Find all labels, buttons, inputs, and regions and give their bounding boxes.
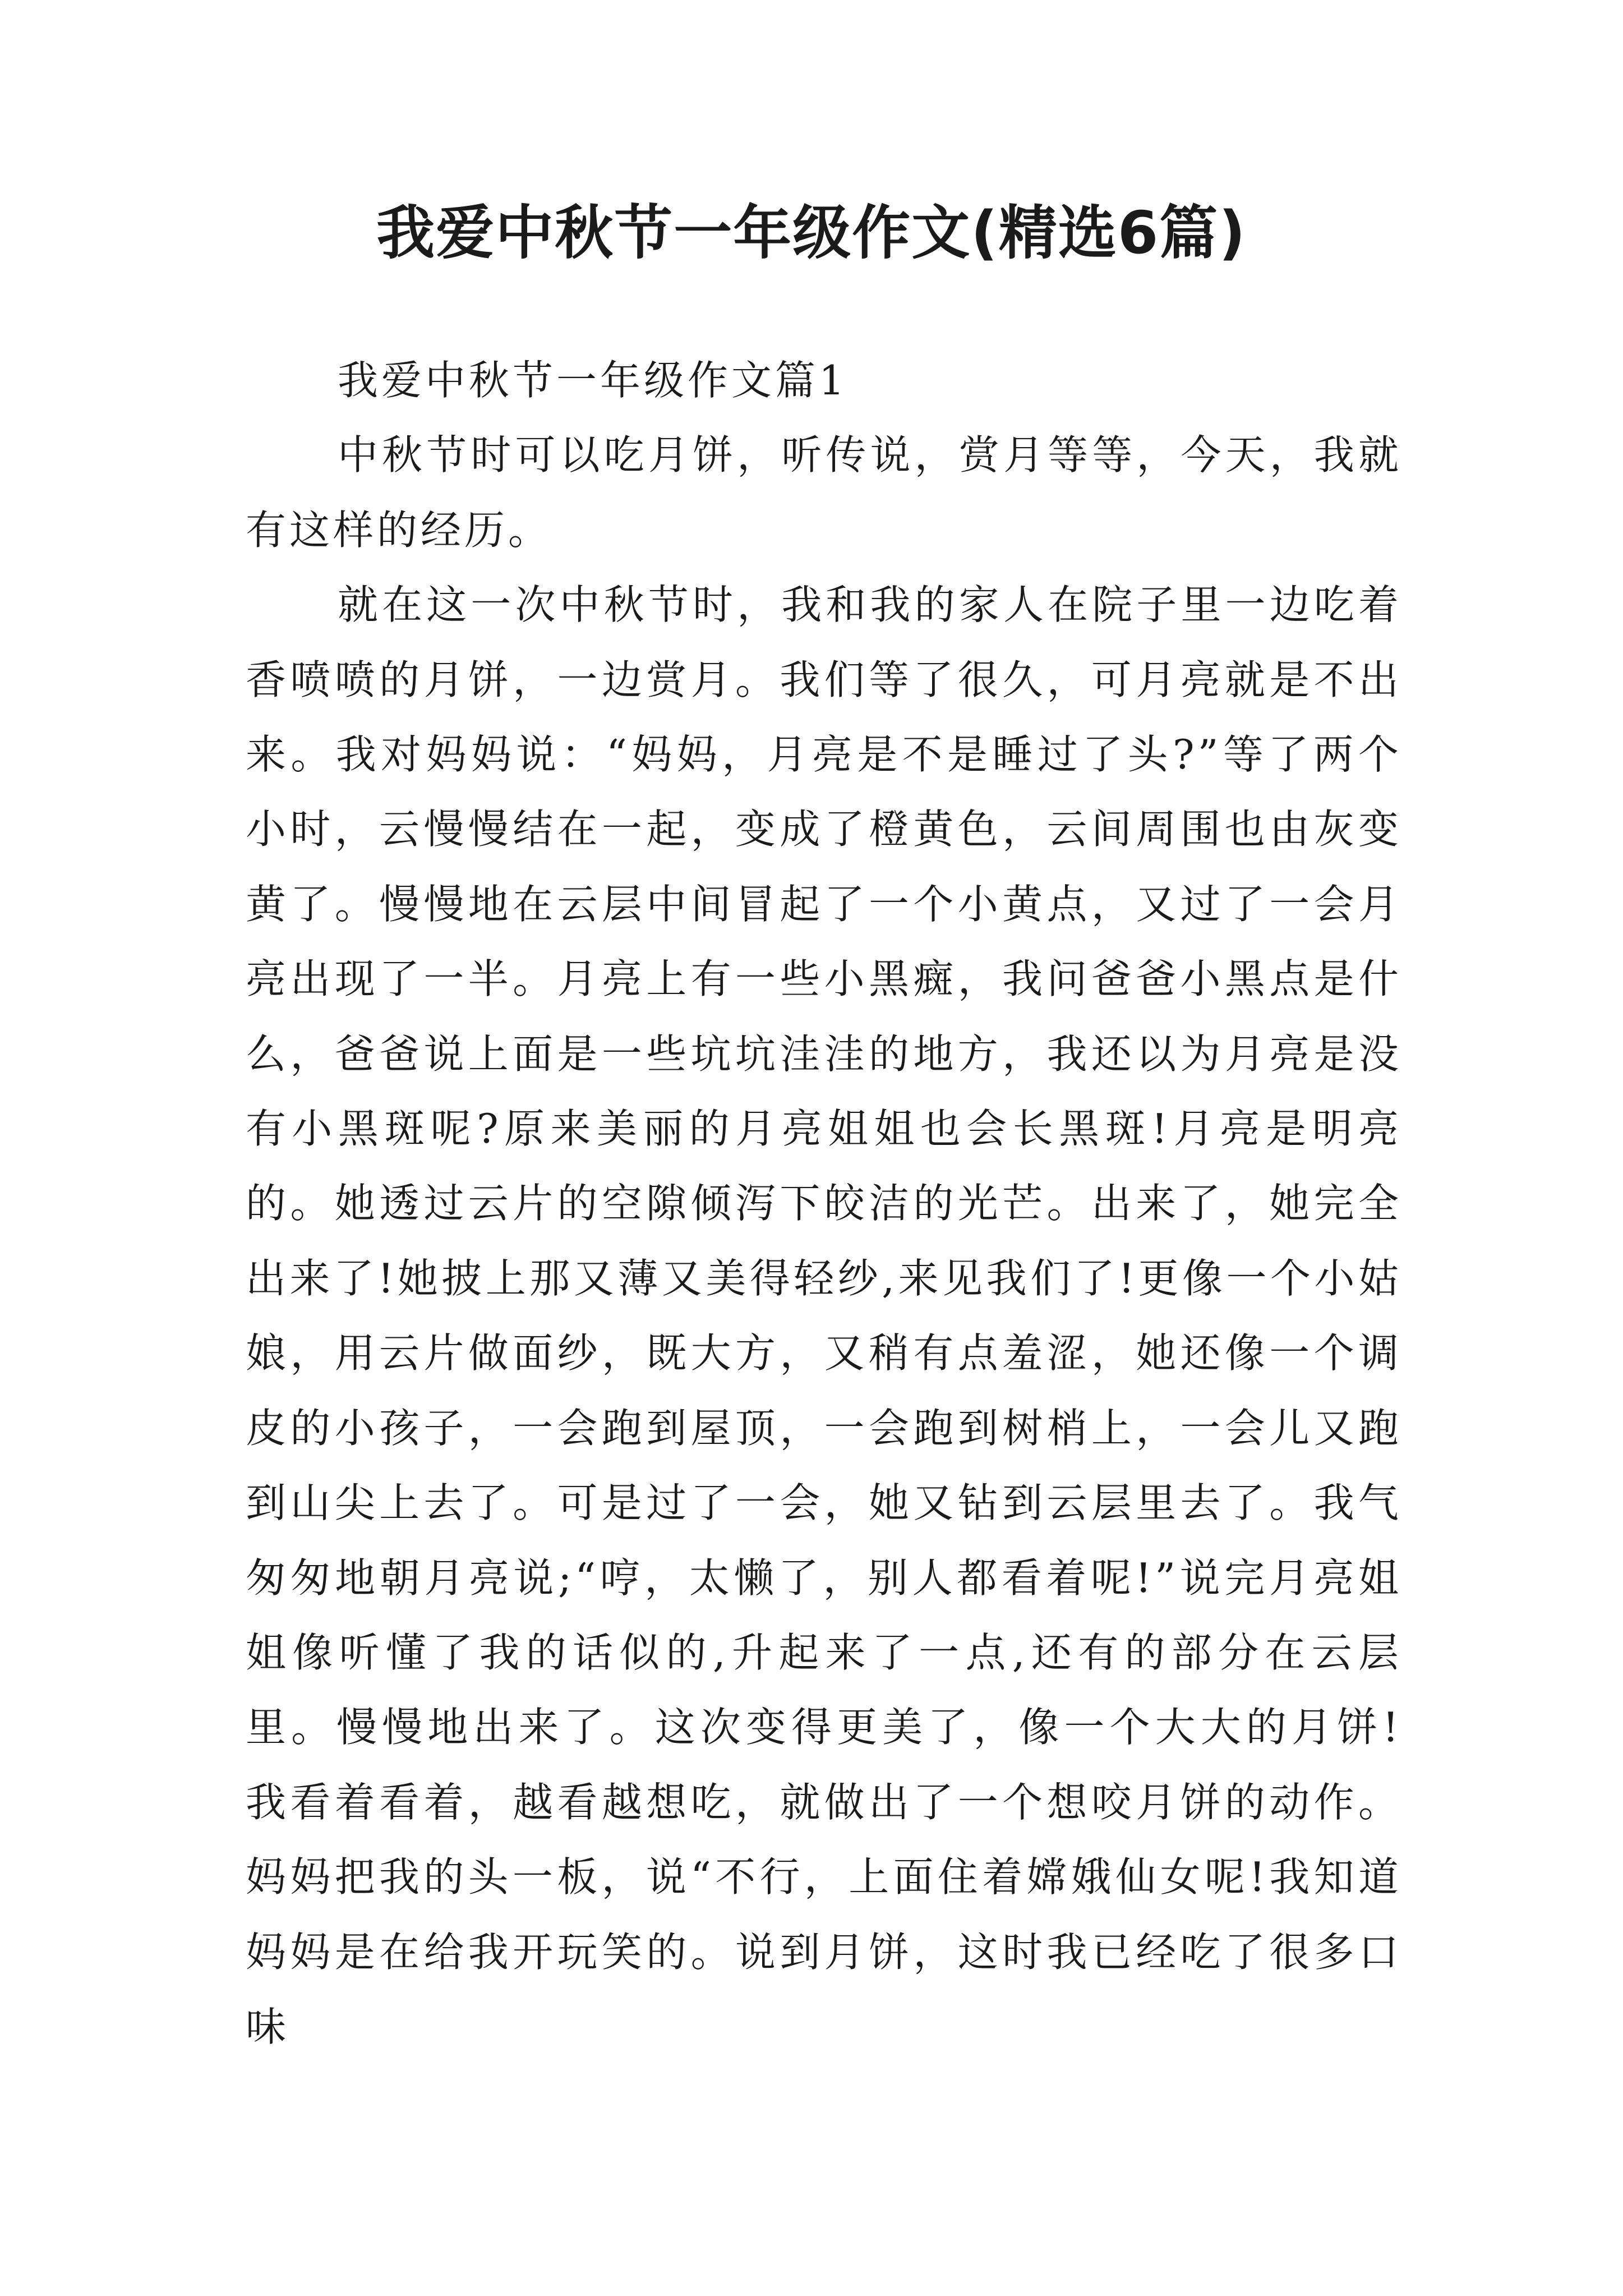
- document-body: [246, 343, 1402, 2064]
- paragraph-intro: 中秋节时可以吃月饼，听传说，赏月等等，今天，我就有这样的经历。: [246, 431, 1402, 554]
- section-heading: 我爱中秋节一年级作文篇1: [338, 357, 848, 404]
- document-title: 我爱中秋节一年级作文(精选6篇): [376, 199, 1247, 267]
- paragraph-moon-viewing: 就在这一次中秋节时，我和我的家人在院子里一边吃着香喷喷的月饼，一边赏月。我们等了很久，可月亮就是不出来。我对妈妈说：“妈妈，月亮是不是睡过了头?”等了两个小时，云慢慢结在一起，变成了橙黄色，云间周围也由灰变黄了。慢慢地在云层中间冒起了一个小黄点，又过了一会月亮出现了一半。月亮上有一些小黑癍，我问爸爸小黑点是什么，爸爸说上面是一些坑坑洼洼的地方，我还以为月亮是没有小黑斑呢?原来美丽的月亮姐姐也会长黑斑!月亮是明亮的。她透过云片的空隙倾泻下皎洁的光芒。出来了，她完全出来了!她披上那又薄又美得轻纱,来见我们了!更像一个小姑娘，用云片做面纱，既大方，又稍有点羞涩，她还像一个调皮的小孩子，一会跑到屋顶，一会跑到树梢上，一会儿又跑到山尖上去了。可是过了一会，她又钻到云层里去了。我气匆匆地朝月亮说;“哼，太懒了，别人都看着呢!”说完月亮姐姐像听懂了我的话似的,升起来了一点,还有的部分在云层里。慢慢地出来了。这次变得更美了，像一个大大的月饼!我看着看着，越看越想吃，就做出了一个想咬月饼的动作。妈妈把我的头一板，说“不行，上面住着嫦娥仙女呢!我知道妈妈是在给我开玩笑的。说到月饼，这时我已经吃了很多口味: [246, 581, 1402, 2050]
